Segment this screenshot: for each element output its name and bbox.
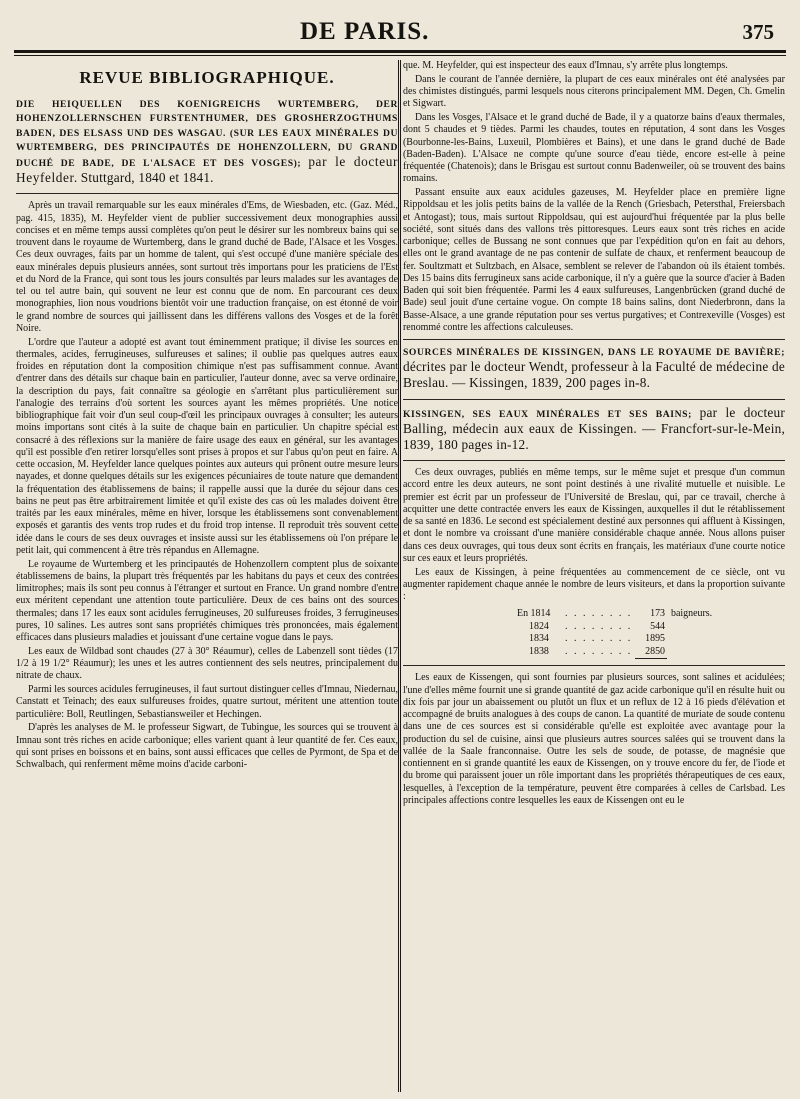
right-column bbox=[403, 60, 785, 1090]
imprint-line: Stuttgard, 1840 et 1841. bbox=[80, 170, 214, 186]
entry-details: par le docteur Balling, médecin aux eaux de Kissingen. — Francfort-sur-le-Mein, 1839, 180 pages in-12. bbox=[403, 404, 785, 453]
leader-dots: . . . . . . . . bbox=[565, 620, 633, 632]
unit-cell: baigneurs. bbox=[671, 608, 713, 620]
paragraph: L'ordre que l'auteur a adopté est avant tout éminemment pratique; il divise les sources en thermales, acides, ferrugineuses, sulfureuses et salines; il oublie pas quelques autres eaux froides en réputation dont la composition chimique n'est pas suffisamment connue. Avant d'entrer dans des détails sur chaque bain en particulier, l'auteur donne, avec sa verve ordinaire, la description du pays, fait connaître sa géologie en s'arrêtant plus particulièrement sur l'analogie des terrains d'où sortent les sources ayant les mêmes propriétés. Une notice bibliographique fait voir d'un seul coup-d'œil les principaux ouvrages à consulter; les auteurs moins importans sont cités à la suite de chaque bain en particulier. Un chapitre spécial est consacré à des réflexions sur la manière de faire usage des eaux en général, sur les avantages qu'il est possible d'en retirer lorsqu'elles sont prises à propos et sur l'abus qu'on peut en faire. A cette occasion, M. Heyfelder lance quelques pointes aux auteurs qui prônent outre mesure leurs nayades, et donne quelques détails sur les exigences pécuniaires de toute nature que demandent la fréquentation des établissemens de bains; il rappelle aussi que la durée du séjour dans ces bains ne peut pas être arbitrairement limitée et qu'il existe des cas où les malades doivent être traités par les eaux minérales, même en hiver, lorsque les établissemens sont convenablement exposés et garantis des vents trop rudes et du froid trop intense. Il reproduit très souvent cette idée dans le cours de ses deux ouvrages et insiste aussi sur les établissemens où l'on prépare le petit lait, qui commencent à être très répandus en Allemagne. bbox=[16, 336, 398, 556]
bibliographic-entry-heyfelder bbox=[16, 98, 398, 187]
leader-dots: . . . . . . . . bbox=[565, 646, 633, 658]
table-row bbox=[515, 646, 714, 659]
running-head bbox=[0, 18, 800, 46]
entry-title: SOURCES MINÉRALES DE KISSINGEN, DANS LE ROYAUME DE BAVIÈRE; bbox=[403, 347, 785, 358]
paragraph: Dans le courant de l'année dernière, la plupart de ces eaux minérales ont été analysées par des chimistes distingués, parmi lesquels nous citerons principalement MM. Degen, Ch. Gmelin et Sigwart. bbox=[403, 73, 785, 110]
paragraph: Passant ensuite aux eaux acidules gazeuses, M. Heyfelder place en première ligne Rippoldsau et les jolis petits bains de la vallée de la Rench (Griesbach, Petersthal, Freiersbach et Antogast); tous, mais surtout Rippoldsau, qui est aujourd'hui fréquentée par la plus belle société, sont situés dans des vallons très pittoresques. Leurs eaux sont très riches en acide carbonique; celles de Bussang ne sont connues que par l'expédition qu'on en fait au dehors, elles ont le grand avantage de ne pas contenir de sulfate de chaux, et renferment beaucoup de fer. Soultzmatt et Sultzbach, en Alsace, semblent se relever de l'abandon où ils étaient tombés. Des 15 bains dits ferrugineux sans acide carbonique, il n'y a guère que la source d'acier à Baden Baden qui soit bien fréquentée. Parmi les 4 eaux sulfureuses, Langenbrücken (grand duché de Bade) seul jouit d'une certaine vogue. On compte 18 bains salins, dont Niederbronn, dans la Basse-Alsace, a une grande réputation pour ses vertus purgatives; et Contrexeville (Vosges) est renommé contre les affections calculeuses. bbox=[403, 187, 785, 333]
paragraph: Parmi les sources acidules ferrugineuses, il faut surtout distinguer celles d'Imnau, Niedernau, Canstatt et Teinach; des eaux sulfureuses froides, quatre surtout, méritent une attention toute particulière: Boll, Reutlingen, Sebastiansweiler et Hechingen. bbox=[16, 684, 398, 720]
entry-title: KISSINGEN, SES EAUX MINÉRALES ET SES BAINS; bbox=[403, 408, 692, 420]
entry-rule bbox=[403, 399, 785, 400]
entry-details: décrites par le docteur Wendt, professeur à la Faculté de médecine de Breslau. — Kissingen, 1839, 200 pages in-8. bbox=[403, 359, 785, 391]
count-cell: 2850 bbox=[635, 646, 667, 659]
visitor-stats-table bbox=[515, 608, 714, 659]
author-line: par le docteur Heyfelder. bbox=[16, 154, 398, 186]
year-cell: 1834 bbox=[529, 633, 549, 645]
section-title: REVUE BIBLIOGRAPHIQUE. bbox=[79, 68, 335, 87]
french-title: (SUR LES EAUX MINÉRALES DU WURTEMBERG, DES PRINCIPAUTÉS DE HOHENZOLLERN, DU GRAND DUCHÉ DE BADE, DE L'ALSACE ET DES VOSGES); bbox=[16, 127, 398, 170]
count-cell: 173 bbox=[650, 608, 665, 620]
paragraph: Les eaux de Kissingen, à peine fréquentées au commencement de ce siècle, ont vu augmenter rapidement chaque année le nombre de leurs visiteurs, et dans la proportion suivante : bbox=[403, 566, 785, 603]
header-rule-thin bbox=[14, 55, 786, 56]
paragraph: Après un travail remarquable sur les eaux minérales d'Ems, de Wiesbaden, etc. (Gaz. Méd., pag. 415, 1835), M. Heyfelder vient de publier successivement deux monographies aussi concises et en même temps aussi complètes qu'on peut le désirer sur les nombreux bains qui se trouvent dans le royaume de Wurtemberg, dans le grand duché de Bade, l'Alsace et les Vosges. Ces deux ouvrages, faits par un homme de talent, qui s'est occupé d'une manière spéciale des eaux minérales depuis plusieurs années, sont surtout très importans pour les praticiens de l'Est et du Nord de la France, qui sont tous les jours consultés par leurs malades sur les avantages de tel ou tel autre bain, qui souvent ne leur est connu que de nom. En parcourant ces deux monographies, lion nous voudrions bientôt voir une traduction française, on est étonné de voir le grand nombre de sources qui jaillissent dans les différens vallons des Vosges et de la forêt Noire. bbox=[16, 200, 398, 334]
entry-rule bbox=[403, 339, 785, 340]
paragraph: Les eaux de Wildbad sont chaudes (27 à 30° Réaumur), celles de Labenzell sont tièdes (17 1/2 à 19 1/2° Réaumur); les unes et les autres contiennent des sels neutres, principalement du nitrate de chaux. bbox=[16, 645, 398, 682]
german-title: DIE HEIQUELLEN DES KOENIGREICHS WURTEMBERG, DER HOHENZOLLERNSCHEN FURSTENTHUMER, DES GROSHERZOGTHUMS BADEN, DES ELSASS UND DES WASGAU. bbox=[16, 99, 398, 139]
paragraph: D'après les analyses de M. le professeur Sigwart, de Tubingue, les sources qui se trouvent à Imnau sont très riches en acide carbonique; elles varient quant à leur quantité de fer. Ces eaux, qui sont prises en boissons et en bains, sont aussi efficaces que celles de Pyrmont, de Spa et de Schwalbach, qui renferment même moins d'acide carboni- bbox=[16, 722, 398, 771]
bibliographic-entry-balling bbox=[403, 406, 785, 455]
header-rule bbox=[14, 50, 786, 53]
year-cell: 1824 bbox=[529, 620, 549, 632]
paragraph: Le royaume de Wurtemberg et les principautés de Hohenzollern comptent plus de soixante établissemens de bains, la plupart très fréquentés par les habitans du pays et ceux des contrées limitrophes; mais ils sont peu connus à l'étranger et surtout en France. Un grand nombre d'entre eux méritent cependant une attention toute particulière. Deux de ces bains ont des sources thermales; dans 17 les eaux sont acidules ferrugineuses, 20 sulfureuses froides, 3 ferrugineuses pures, 10 salines. Les autres sont sans propriétés chimiques très prononcées, mais également efficaces dans plusieurs maladies et jouissant d'une certaine vogue dans le pays. bbox=[16, 558, 398, 644]
table-row bbox=[515, 633, 714, 646]
year-cell: En 1814 bbox=[517, 608, 551, 620]
column-divider bbox=[398, 60, 402, 1092]
running-title: DE PARIS. bbox=[300, 18, 430, 45]
bibliographic-entry-wendt bbox=[403, 346, 785, 393]
entry-rule bbox=[16, 193, 398, 194]
leader-dots: . . . . . . . . bbox=[565, 608, 633, 620]
entry-rule bbox=[403, 460, 785, 461]
leader-dots: . . . . . . . . bbox=[565, 633, 633, 645]
count-cell: 544 bbox=[650, 620, 665, 632]
paragraph: Dans les Vosges, l'Alsace et le grand duché de Bade, il y a quatorze bains d'eaux thermales, dont 5 chaudes et 9 tièdes. Parmi les chaudes, toutes en réputation, 4 sont dans les Vosges (Bourbonne-les-Bains, Luxeuil, Plombières et Bains), et une dans le grand duché de Bade (Baden-Baden). L'Alsace ne compte qu'une source d'eau tiède, encore est-elle à peine fréquentée (Chatenois); dans le Brisgau est surtout connu Badenweiler, où se trouvent des bains romains. bbox=[403, 112, 785, 185]
paragraph: Les eaux de Kissengen, qui sont fournies par plusieurs sources, sont salines et acidulées; l'une d'elles même fournit une si grande quantité de gaz acide carbonique qu'il en résulte huit ou dix fois par jour un abaissement ou plutôt un flux et un reflux de 12 à 16 pieds d'élévation et accompagné de bruits analogues à des coups de canon. La quantité de muriate de soude contenu dans une de ces sources est si considérable qu'elle est exploitée avec avantage pour la production du sel de cuisine, ainsi que plusieurs autres sources salées qui se trouvent dans la vallée de la Saale franconnaise. Outre les sels de soude, de potasse, de magnésie que contiennent en si grande quantité les eaux de Kissengen, on y trouve encore du fer, de l'iode et du brome qui paraissent jouer un rôle important dans les propriétés thérapeutiques de ces eaux, lesquelles, à l'exception de la température, peuvent être comparées à celles de Carlsbad. Les principales affections contre lesquelles les eaux de Kissengen ont eu le bbox=[403, 672, 785, 806]
count-cell: 1895 bbox=[645, 633, 665, 645]
table-rule bbox=[403, 665, 785, 666]
left-column bbox=[16, 60, 398, 1090]
page-number: 375 bbox=[742, 20, 774, 44]
paragraph: Ces deux ouvrages, publiés en même temps, sur le même sujet et presque d'un commun accord entre les deux auteurs, ne sont point destinés à une rivalité mutuelle et nuisible. Le premier est écrit par un professeur de l'Université de Breslau, qui, par ce travail, cherche à acquitter une dette contractée envers les eaux de Kissingen, auxquelles il dut le rétablissement de sa santé en 1836. Le second est spécialement destiné aux personnes qui affluent à Kissingen, et dont le nombre va croissant d'une manière considérable chaque année. Nous allons puiser dans ces deux ouvrages, qui tous deux sont écrits en français, les matériaux d'une courte notice sur ces eaux et leurs propriétés. bbox=[403, 467, 785, 564]
year-cell: 1838 bbox=[529, 646, 549, 658]
table-row bbox=[515, 608, 714, 621]
paragraph: que. M. Heyfelder, qui est inspecteur des eaux d'Imnau, s'y arrête plus longtemps. bbox=[403, 60, 728, 71]
table-row bbox=[515, 621, 714, 634]
